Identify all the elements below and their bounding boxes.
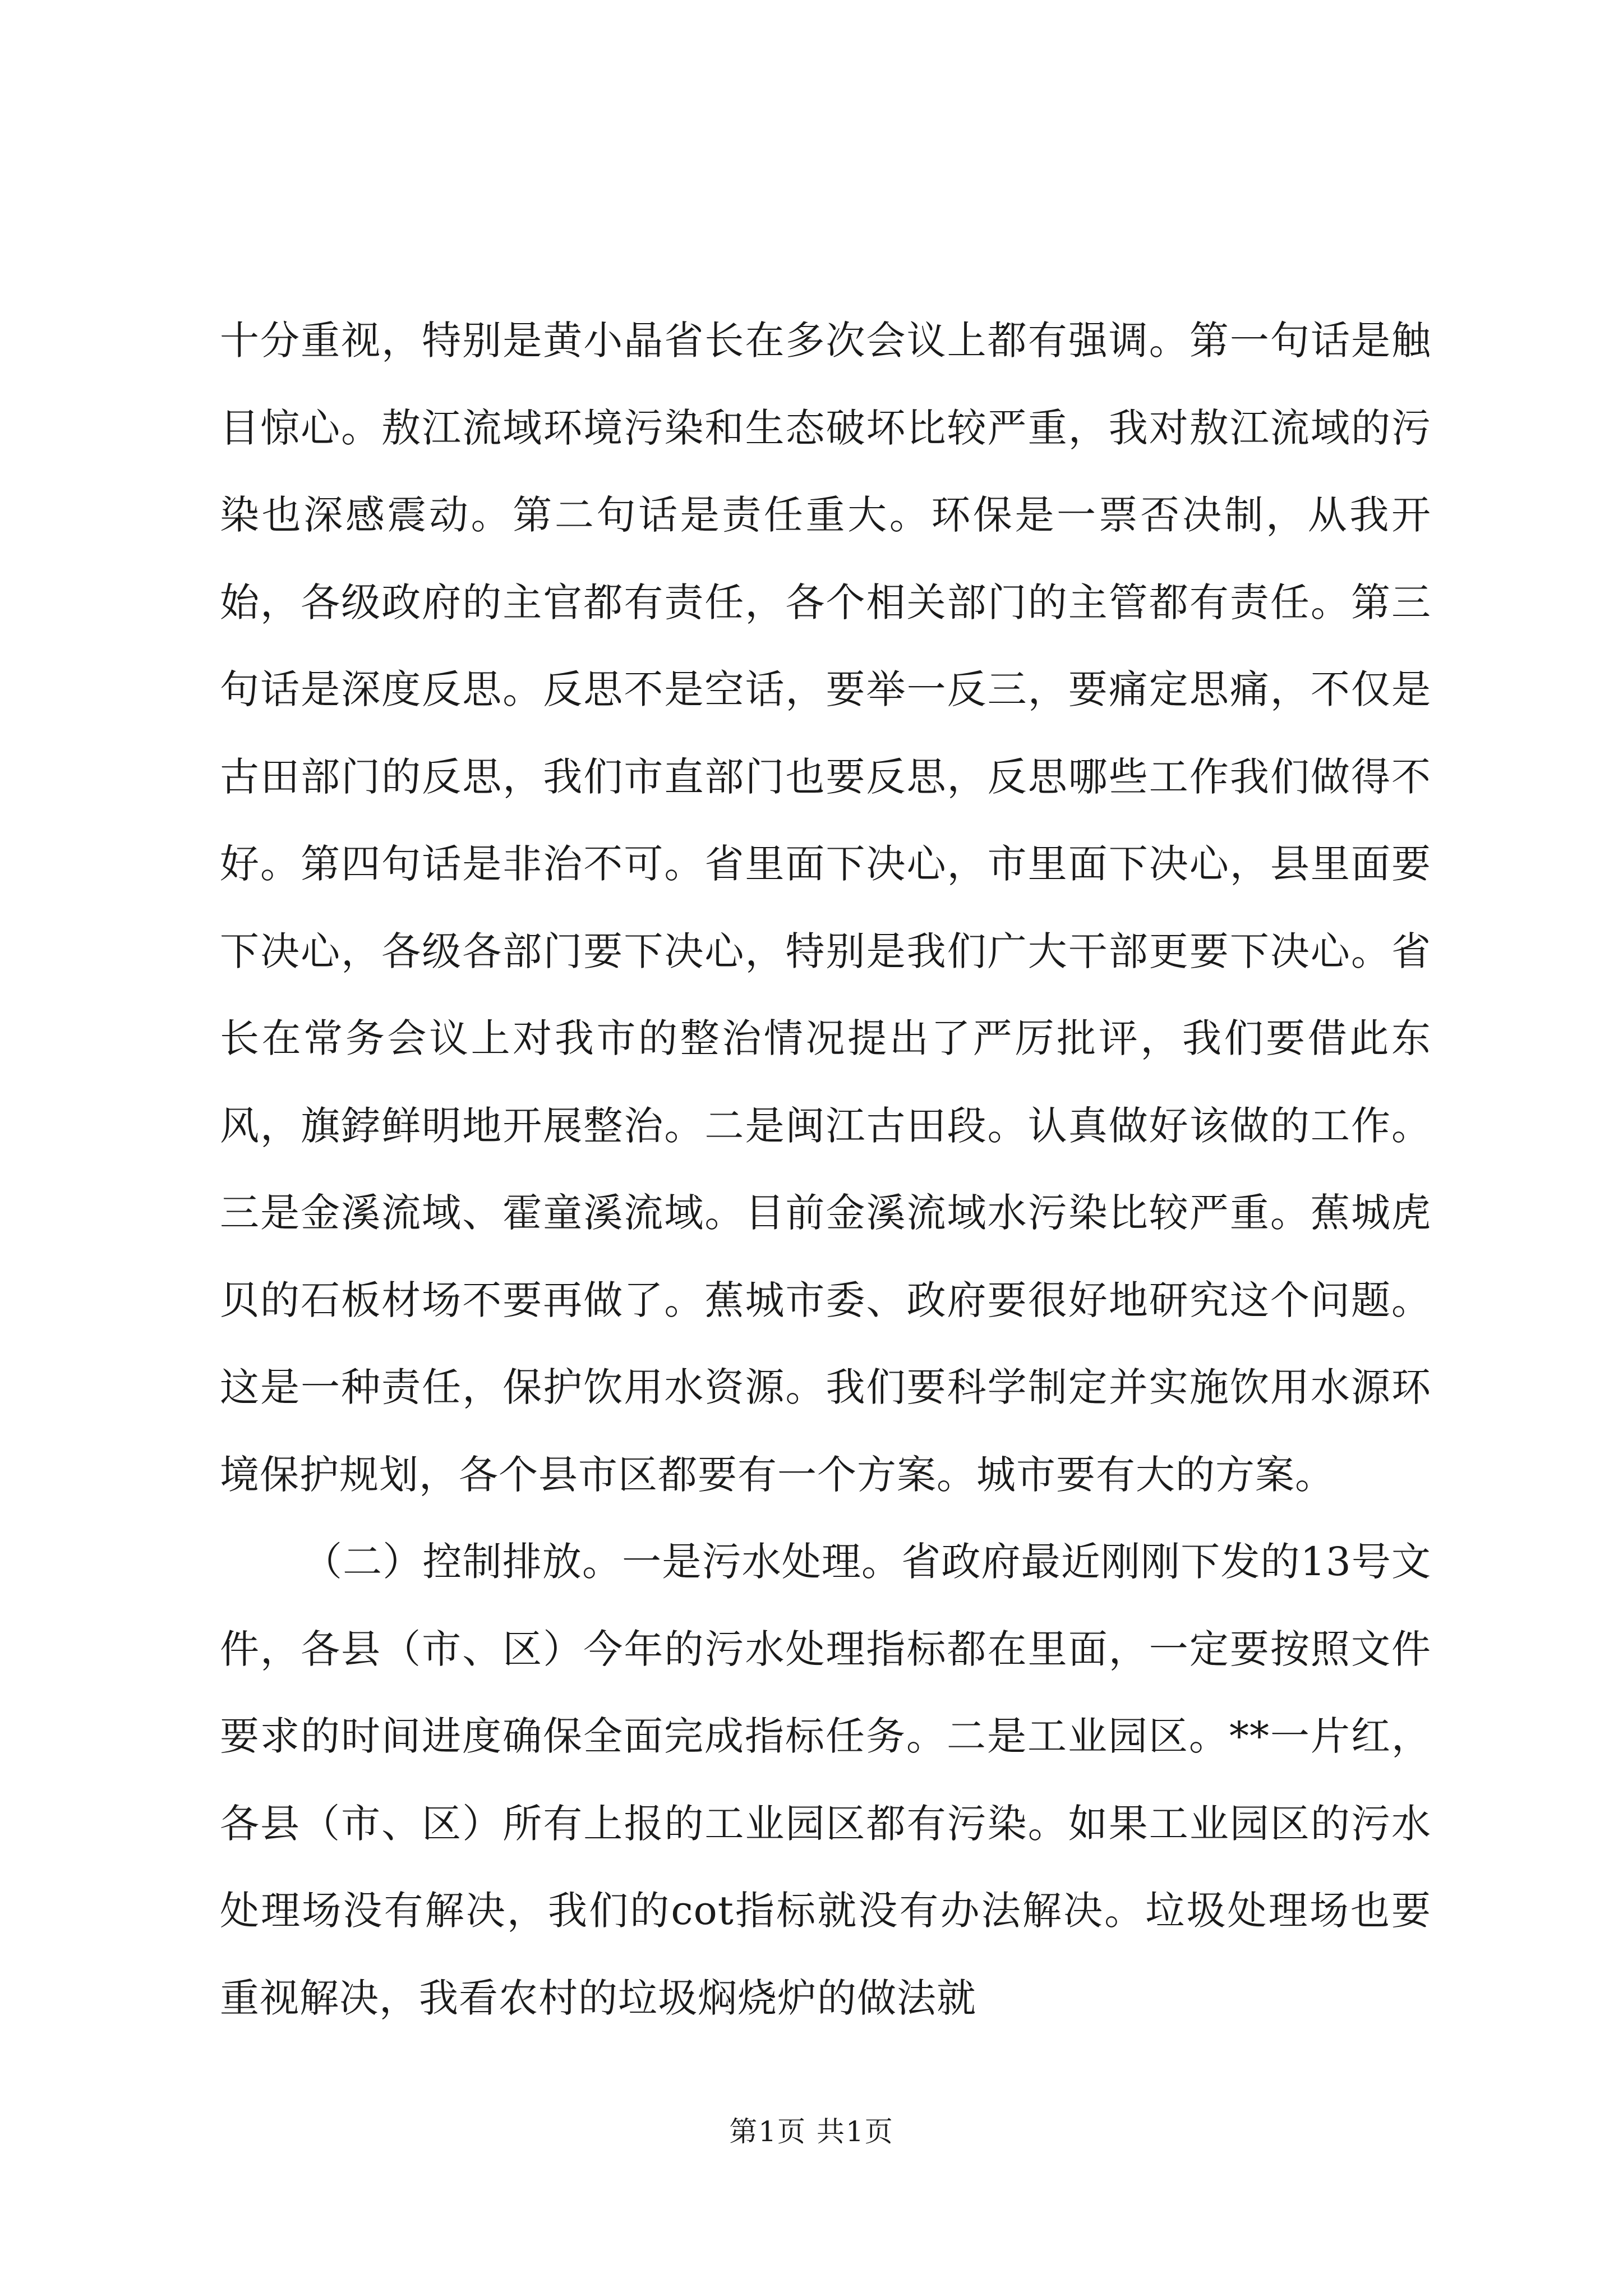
- page-footer: 第1页 共1页: [729, 2115, 894, 2148]
- document-body: [220, 297, 1431, 2042]
- paragraph-1: 十分重视，特别是黄小晶省长在多次会议上都有强调。第一句话是触目惊心。敖江流域环境污染和生态破坏比较严重，我对敖江流域的污染也深感震动。第二句话是责任重大。环保是一票否决制，从我开始，各级政府的主官都有责任，各个相关部门的主管都有责任。第三句话是深度反思。反思不是空话，要举一反三，要痛定思痛，不仅是古田部门的反思，我们市直部门也要反思，反思哪些工作我们做得不好。第四句话是非治不可。省里面下决心，市里面下决心，县里面要下决心，各级各部门要下决心，特别是我们广大干部更要下决心。省长在常务会议上对我市的整治情况提出了严厉批评，我们要借此东风，旗鋍鲜明地开展整治。二是闽江古田段。认真做好该做的工作。三是金溪流域、霍童溪流域。目前金溪流域水污染比较严重。蕉城虎贝的石板材场不要再做了。蕉城市委、政府要很好地研究这个问题。这是一种责任，保护饮用水资源。我们要科学制定并实施饮用水源环境保护规划，各个县市区都要有一个方案。城市要有大的方案。: [220, 318, 1431, 1498]
- paragraph-2: （二）控制排放。一是污水处理。省政府最近刚刚下发的13号文件，各县（市、区）今年的污水处理指标都在里面，一定要按照文件要求的时间进度确保全面完成指标任务。二是工业园区。**一片红，各县（市、区）所有上报的工业园区都有污染。如果工业园区的污水处理场没有解决，我们的cot指标就没有办法解决。垃圾处理场也要重视解决，我看农村的垃圾焖烧炉的做法就: [220, 1539, 1431, 2021]
